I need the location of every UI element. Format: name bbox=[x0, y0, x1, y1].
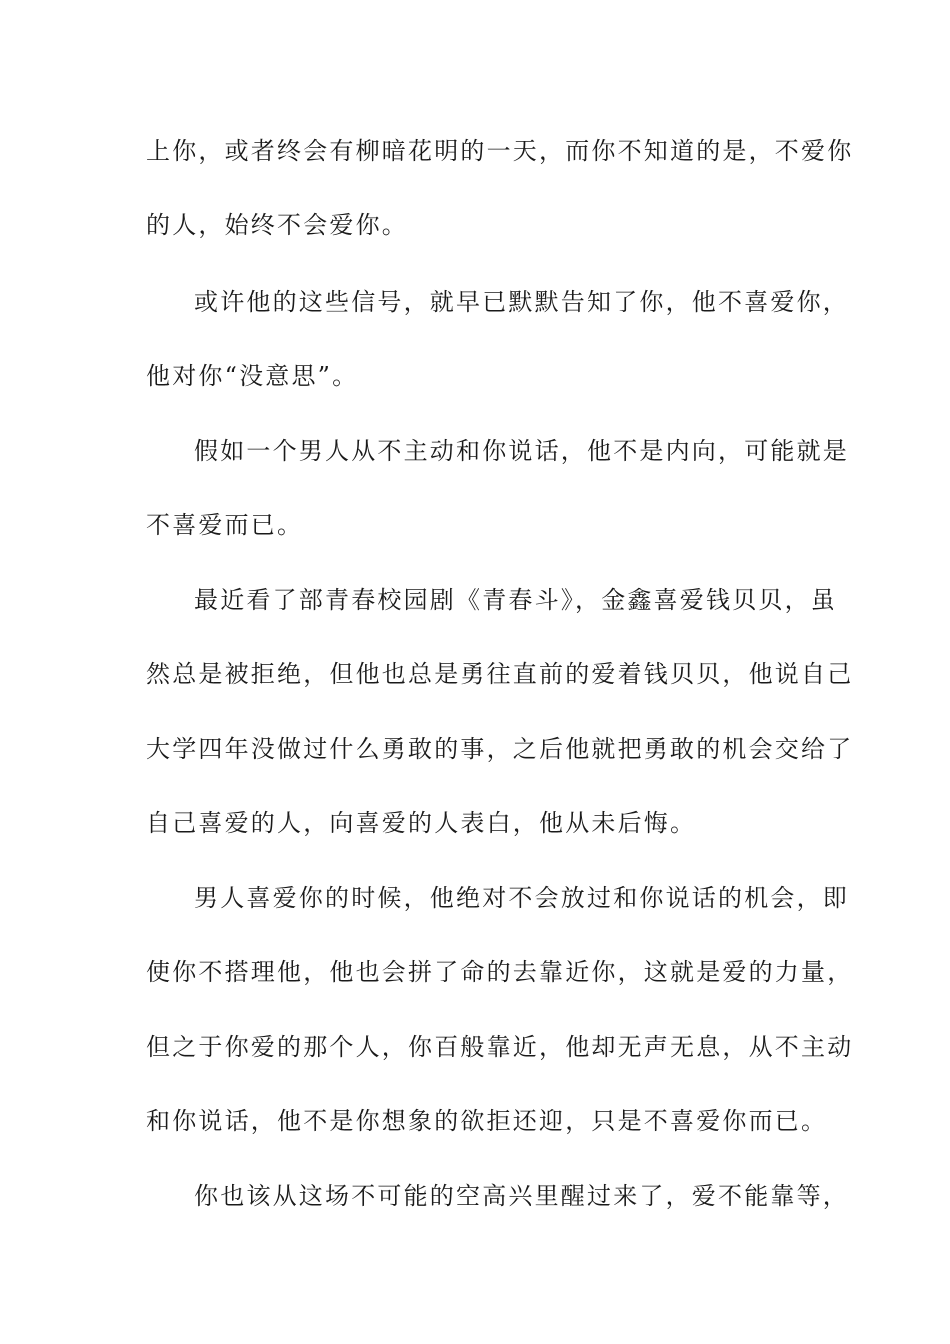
text-line: 大学四年没做过什么勇敢的事，之后他就把勇敢的机会交给了 bbox=[146, 735, 854, 763]
text-line: 但之于你爱的那个人，你百般靠近，他却无声无息，从不主动 bbox=[146, 1033, 854, 1061]
paragraph-first-line: 你也该从这场不可能的空高兴里醒过来了，爱不能靠等， bbox=[194, 1182, 849, 1210]
text-line: 自己喜爱的人，向喜爱的人表白，他从未后悔。 bbox=[146, 809, 697, 837]
paragraph-first-line: 假如一个男人从不主动和你说话，他不是内向，可能就是 bbox=[194, 437, 849, 465]
paragraph-first-line: 或许他的这些信号，就早已默默告知了你，他不喜爱你， bbox=[194, 288, 849, 316]
text-line: 他对你“没意思”。 bbox=[146, 362, 359, 390]
text-line: 上你，或者终会有柳暗花明的一天，而你不知道的是，不爱你 bbox=[146, 137, 854, 165]
text-line: 不喜爱而已。 bbox=[146, 511, 304, 539]
paragraph-first-line: 男人喜爱你的时候，他绝对不会放过和你说话的机会，即 bbox=[194, 884, 849, 912]
paragraph-first-line: 最近看了部青春校园剧《青春斗》，金鑫喜爱钱贝贝，虽 bbox=[194, 586, 837, 614]
text-line: 和你说话，他不是你想象的欲拒还迎，只是不喜爱你而已。 bbox=[146, 1107, 828, 1135]
text-line: 使你不搭理他，他也会拼了命的去靠近你，这就是爱的力量， bbox=[146, 958, 854, 986]
text-line: 然总是被拒绝，但他也总是勇往直前的爱着钱贝贝，他说自己 bbox=[146, 660, 854, 688]
text-line: 的人，始终不会爱你。 bbox=[146, 211, 408, 239]
